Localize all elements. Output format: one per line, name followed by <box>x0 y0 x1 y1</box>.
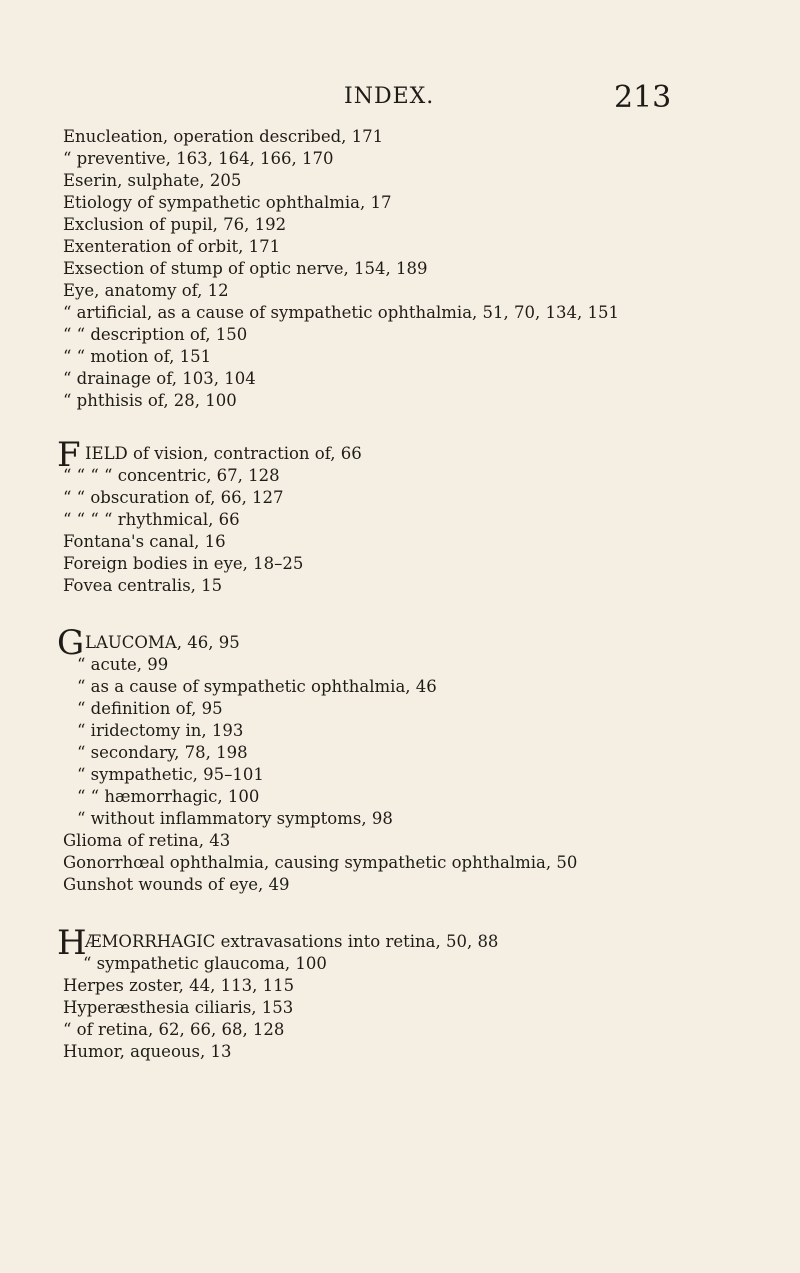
index-entry: “ without inflammatory symptoms, 98 <box>77 809 393 828</box>
index-entry: “ preventive, 163, 164, 166, 170 <box>63 149 334 168</box>
index-entry: Enucleation, operation described, 171 <box>63 127 384 146</box>
index-entry: “ “ “ “ rhythmical, 66 <box>63 510 240 529</box>
index-entry: Glioma of retina, 43 <box>63 831 231 850</box>
index-entry: Etiology of sympathetic ophthalmia, 17 <box>63 193 392 212</box>
index-entry: Herpes zoster, 44, 113, 115 <box>63 976 295 995</box>
index-entry: “ “ obscuration of, 66, 127 <box>63 488 284 507</box>
page-number: 213 <box>614 80 672 115</box>
index-entry: “ of retina, 62, 66, 68, 128 <box>63 1020 285 1039</box>
index-entry: Gonorrhœal ophthalmia, causing sympathetic ophthalmia, 50 <box>63 853 578 872</box>
index-entry: “ definition of, 95 <box>77 699 223 718</box>
index-entry: “ sympathetic glaucoma, 100 <box>83 954 327 973</box>
index-entry: “ drainage of, 103, 104 <box>63 369 256 388</box>
drop-cap-f: F <box>57 435 81 475</box>
index-entry-heading: IELD of vision, contraction of, 66 <box>85 444 362 463</box>
index-entry: “ secondary, 78, 198 <box>77 743 248 762</box>
index-entry: Exenteration of orbit, 171 <box>63 237 281 256</box>
index-entry: “ artificial, as a cause of sympathetic ophthalmia, 51, 70, 134, 151 <box>63 303 619 322</box>
index-entry-heading: LAUCOMA, 46, 95 <box>85 633 240 652</box>
index-entry: Humor, aqueous, 13 <box>63 1042 232 1061</box>
page-header <box>0 80 800 120</box>
index-entry: Fovea centralis, 15 <box>63 576 223 595</box>
page-title: INDEX. <box>344 84 435 109</box>
index-entry: Fontana's canal, 16 <box>63 532 226 551</box>
index-entry: “ sympathetic, 95–101 <box>77 765 264 784</box>
index-entry: “ “ motion of, 151 <box>63 347 212 366</box>
index-entry: “ “ hæmorrhagic, 100 <box>77 787 260 806</box>
index-entry: “ phthisis of, 28, 100 <box>63 391 237 410</box>
index-entry: “ “ description of, 150 <box>63 325 248 344</box>
index-entry: “ acute, 99 <box>77 655 169 674</box>
index-entry: “ as a cause of sympathetic ophthalmia, 46 <box>77 677 437 696</box>
index-entry: Eserin, sulphate, 205 <box>63 171 242 190</box>
index-entry: “ “ “ “ concentric, 67, 128 <box>63 466 280 485</box>
index-entry: Hyperæsthesia ciliaris, 153 <box>63 998 294 1017</box>
index-entry: Foreign bodies in eye, 18–25 <box>63 554 304 573</box>
drop-cap-g: G <box>57 623 85 663</box>
index-entry: “ iridectomy in, 193 <box>77 721 244 740</box>
index-entry: Exsection of stump of optic nerve, 154, 189 <box>63 259 428 278</box>
index-entry: Eye, anatomy of, 12 <box>63 281 229 300</box>
drop-cap-h: H <box>57 923 87 963</box>
index-entry: Exclusion of pupil, 76, 192 <box>63 215 287 234</box>
index-entry-heading: ÆMORRHAGIC extravasations into retina, 50, 88 <box>85 932 499 951</box>
index-entry: Gunshot wounds of eye, 49 <box>63 875 290 894</box>
